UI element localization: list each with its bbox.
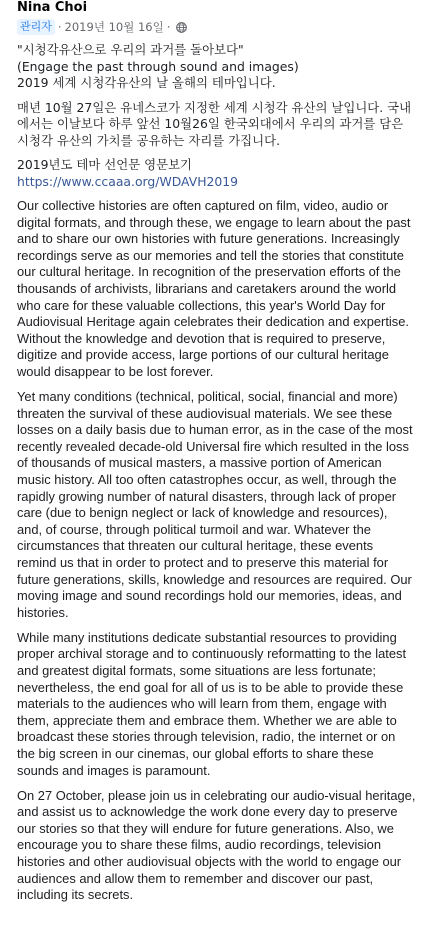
- post-author-name[interactable]: Nina Choi: [17, 0, 88, 15]
- english-paragraph-2: Yet many conditions (technical, political, social, financial and more) threaten the survival of these audiovisual materials. We see these losses on a daily basis due to human error, as in the case of the most recently revealed decade-old Universal fire which resulted in the loss of thousands of musical masters, a massive portion of American music history. All too often catastrophes occur, as well, through the rapidly growing number of natural disasters, through lack of proper care (due to benign neglect or lack of knowledge and resources), and, of course, through political turmoil and war. Whatever the circumstances that threaten our cultural heritage, these events remind us that in order to protect and to preserve this material for future generations, skills, knowledge and resources are required. Our moving image and sound recordings hold our memories, ideas, and histories.: [17, 389, 413, 620]
- post-meta: [17, 18, 416, 36]
- english-paragraph-4: On 27 October, please join us in celebrating our audio-visual heritage, and assist us to acknowledge the work done every day to preserve our stories so that they will endure for future generations. Also, we encourage you to share these films, audio recordings, television histories and other audiovisual objects with the world to engage our audiences and allow them to remember and discover our past, including its secrets.: [17, 787, 416, 903]
- manifesto-label: 2019년도 테마 선언문 영문보기: [17, 157, 193, 172]
- post-body: [17, 42, 416, 904]
- english-paragraph-3: While many institutions dedicate substantial resources to providing proper archival storage and to continuously reformatting to the latest and greatest digital formats, some situations are less fortunate; nevertheless, the end goal for all of us is to be able to provide these materials to the audiences who will learn from them, engage with them, appreciate them and embrace them. Whether we are able to broadcast these stories through television, radio, the internet or on the big screen in our cinemas, our global efforts to share these sounds and images is paramount.: [17, 629, 407, 778]
- post-date[interactable]: 2019년 10월 16일: [64, 20, 164, 34]
- meta-separator: ·: [57, 20, 62, 34]
- english-paragraph-1: Our collective histories are often captured on film, video, audio or digital formats, and through these, we engage to learn about the past and to share our own histories with future generations. Increasingly recordings serve as our memories and tell the stories that constitute our cultural heritage. In recognition of the preservation efforts of the thousands of archivists, librarians and caretakers around the world who care for these valuable collections, this year's World Day for Audiovisual Heritage again celebrates their dedication and expertise. Without the knowledge and devotion that is required to preserve, digitize and provide access, large portions of our cultural heritage would disappear to be lost forever.: [17, 198, 411, 379]
- globe-icon[interactable]: [176, 22, 187, 33]
- manifesto-block: [17, 157, 416, 190]
- intro-line-english: (Engage the past through sound and images): [17, 58, 299, 74]
- intro-line-theme: 2019 세계 시청각유산의 날 올해의 테마입니다.: [17, 75, 276, 90]
- manifesto-link[interactable]: https://www.ccaaa.org/WDAVH2019: [17, 173, 239, 189]
- meta-separator: ·: [166, 20, 171, 34]
- english-text: [17, 198, 416, 904]
- korean-paragraph: 매년 10월 27일은 유네스코가 지정한 세계 시청각 유산의 날입니다. 국내에서는 이날보다 하루 앞선 10월26일 한국외대에서 우리의 과거를 담은 시청각 유산의 가치를 공유하는 자리를 가집니다.: [17, 99, 412, 148]
- admin-badge[interactable]: 관리자: [17, 19, 55, 35]
- intro-line-quote: "시청각유산으로 우리의 과거를 돌아보다": [17, 42, 244, 57]
- intro-block: [17, 42, 416, 92]
